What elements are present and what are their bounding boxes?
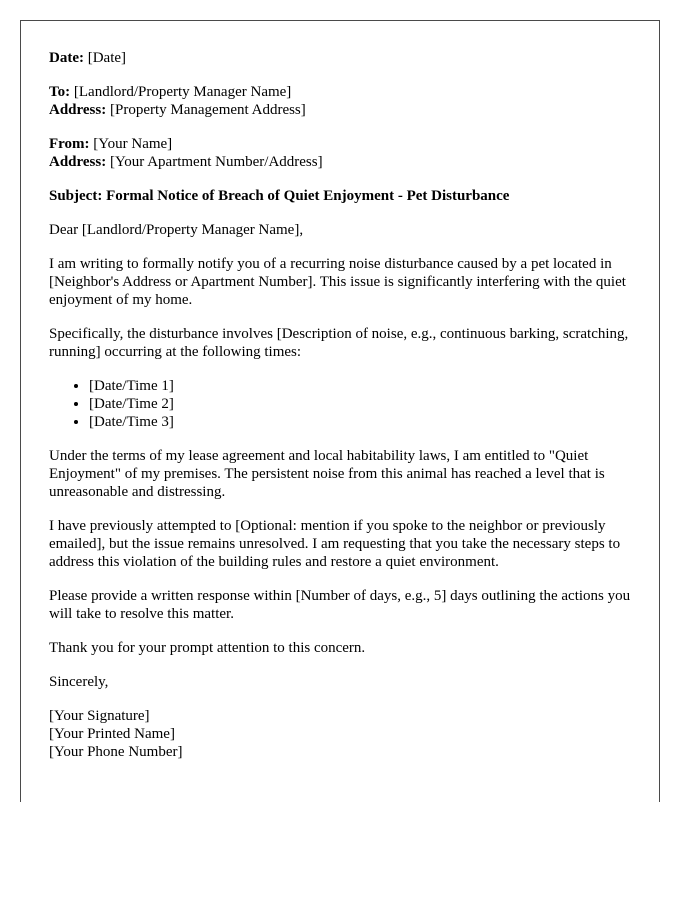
to-label: To: (49, 84, 71, 100)
signature-line: [Your Signature] (49, 708, 150, 724)
signature-block (49, 707, 631, 761)
from-address-value: [Your Apartment Number/Address] (109, 154, 323, 170)
paragraph-specifics: Specifically, the disturbance involves [Description of noise, e.g., continuous barking, scratching, running] occurring at the following times: (49, 326, 629, 360)
list-item: • [Date/Time 1] (89, 377, 631, 395)
subject-line: Subject: Formal Notice of Breach of Quiet Enjoyment - Pet Disturbance (49, 188, 510, 204)
from-label: From: (49, 136, 90, 152)
from-line (49, 135, 631, 153)
paragraph-lease-terms: Under the terms of my lease agreement and local habitability laws, I am entitled to "Quiet Enjoyment" of my premises. The persistent noise from this animal has reached a level that is unreasonable and distressing. (49, 448, 605, 500)
sender-block (49, 135, 631, 171)
paragraph-request: I have previously attempted to [Optional: mention if you spoke to the neighbor or previously emailed], but the issue remains unresolved. I am requesting that you take the necessary steps to address this violation of the building rules and restore a quiet environment. (49, 518, 621, 570)
date-line (49, 49, 631, 67)
to-address-label: Address: (49, 102, 107, 118)
list-item: • [Date/Time 3] (89, 413, 631, 431)
to-address-line (49, 101, 631, 119)
date-value: [Date] (87, 50, 127, 66)
recipient-block (49, 83, 631, 119)
from-value: [Your Name] (93, 136, 173, 152)
to-line (49, 83, 631, 101)
phone-number-line: [Your Phone Number] (49, 744, 183, 760)
from-address-label: Address: (49, 154, 107, 170)
to-address-value: [Property Management Address] (109, 102, 306, 118)
paragraph-response: Please provide a written response within [Number of days, e.g., 5] days outlining the actions you will take to resolve this matter. (49, 588, 631, 622)
letter-page (20, 20, 660, 802)
closing: Sincerely, (49, 674, 109, 690)
paragraph-intro: I am writing to formally notify you of a recurring noise disturbance caused by a pet located in [Neighbor's Address or Apartment Number]. This issue is significantly interfering with the quiet enjoyment of my home. (49, 256, 626, 308)
salutation: Dear [Landlord/Property Manager Name], (49, 222, 304, 238)
disturbance-dates-list (49, 377, 631, 431)
printed-name-line: [Your Printed Name] (49, 726, 175, 742)
date-label: Date: (49, 50, 84, 66)
list-item: • [Date/Time 2] (89, 395, 631, 413)
to-value: [Landlord/Property Manager Name] (73, 84, 292, 100)
from-address-line (49, 153, 631, 171)
paragraph-thanks: Thank you for your prompt attention to this concern. (49, 640, 366, 656)
